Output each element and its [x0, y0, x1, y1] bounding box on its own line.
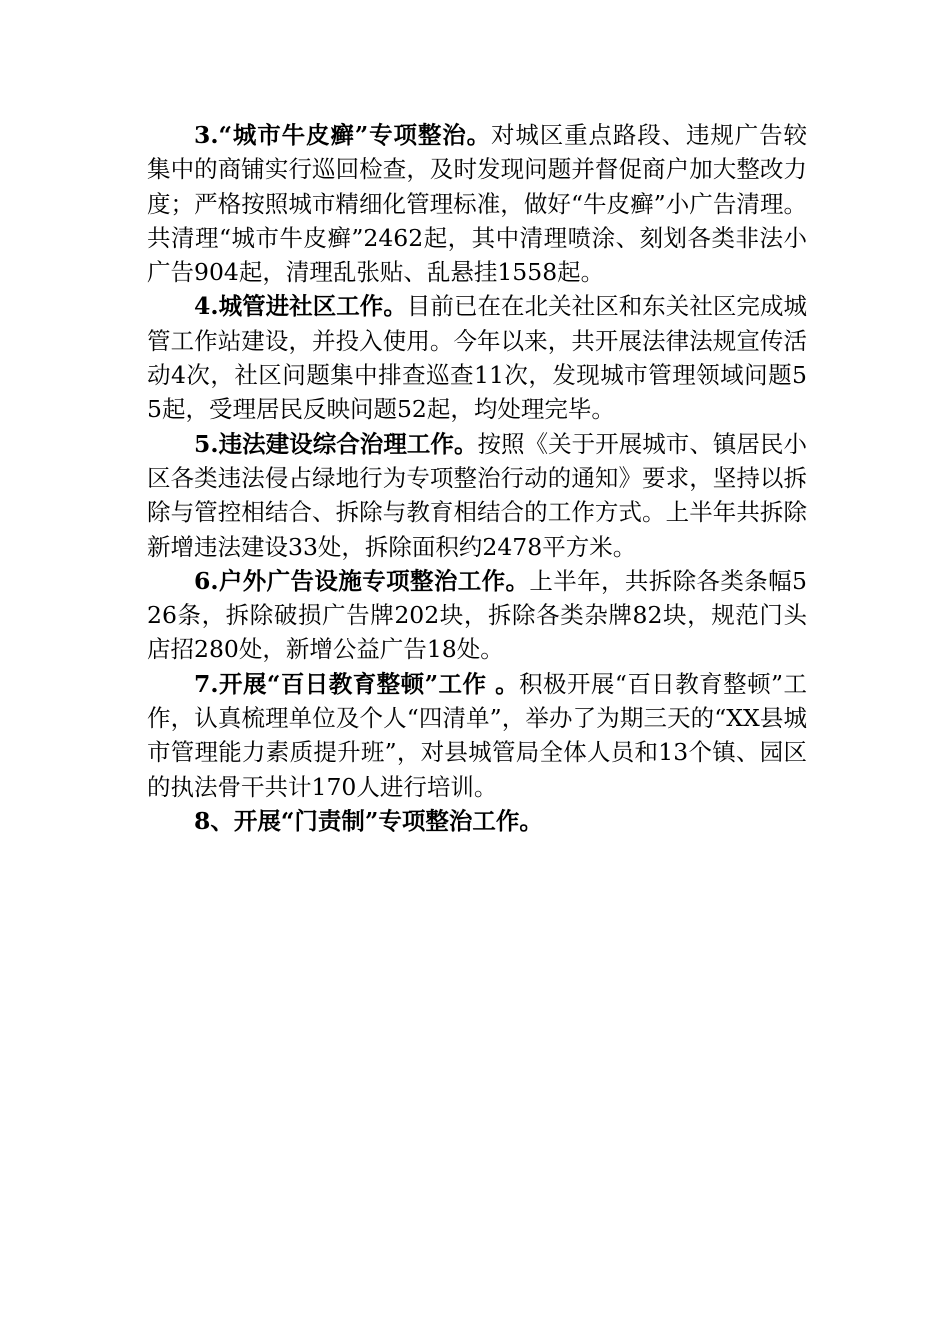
document-page: [147, 118, 807, 838]
paragraph-8-door-responsibility: [147, 804, 807, 838]
paragraph-body: 按照《关于开展城市、镇居民小区各类违法侵占绿地行为专项整治行动的通知》要求，坚持以拆除与管控相结合、拆除与教育相结合的工作方式。上半年共拆除新增违法建设33处，拆除面积约2478平方米。: [147, 429, 807, 561]
paragraph-heading: 7.开展“百日教育整顿”工作 。: [194, 669, 520, 698]
paragraph-body: 上半年，共拆除各类条幅526条，拆除破损广告牌202块，拆除各类杂牌82块，规范门头店招280处，新增公益广告18处。: [147, 566, 807, 664]
paragraph-heading: 4.城管进社区工作。: [194, 292, 407, 321]
paragraph-heading: 3.“城市牛皮癣”专项整治。: [194, 121, 492, 149]
paragraph-heading: 5.违法建设综合治理工作。: [194, 429, 478, 458]
paragraph-6-outdoor-ads: [147, 564, 807, 667]
paragraph-heading: 8、开展“门责制”专项整治工作。: [194, 806, 543, 835]
paragraph-4-community: [147, 289, 807, 426]
paragraph-5-illegal-construction: [147, 427, 807, 564]
paragraph-body: 积极开展“百日教育整顿”工作，认真梳理单位及个人“四清单”，举办了为期三天的“XX县城市管理能力素质提升班”，对县城管局全体人员和13个镇、园区的执法骨干共计170人进行培训。: [147, 669, 808, 801]
paragraph-heading: 6.户外广告设施专项整治工作。: [194, 566, 530, 595]
paragraph-body: 对城区重点路段、违规广告较集中的商铺实行巡回检查，及时发现问题并督促商户加大整改力度；严格按照城市精细化管理标准，做好“牛皮癣”小广告清理。共清理“城市牛皮癣”2462起，其中清理喷涂、刻划各类非法小广告904起，清理乱张贴、乱悬挂1558起。: [147, 121, 807, 287]
paragraph-3-city-ads: [147, 118, 807, 289]
paragraph-body: 目前已在在北关社区和东关社区完成城管工作站建设，并投入使用。今年以来，共开展法律法规宣传活动4次，社区问题集中排查巡查11次，发现城市管理领域问题55起，受理居民反映问题52起，均处理完毕。: [147, 292, 808, 424]
paragraph-7-education: [147, 667, 807, 804]
